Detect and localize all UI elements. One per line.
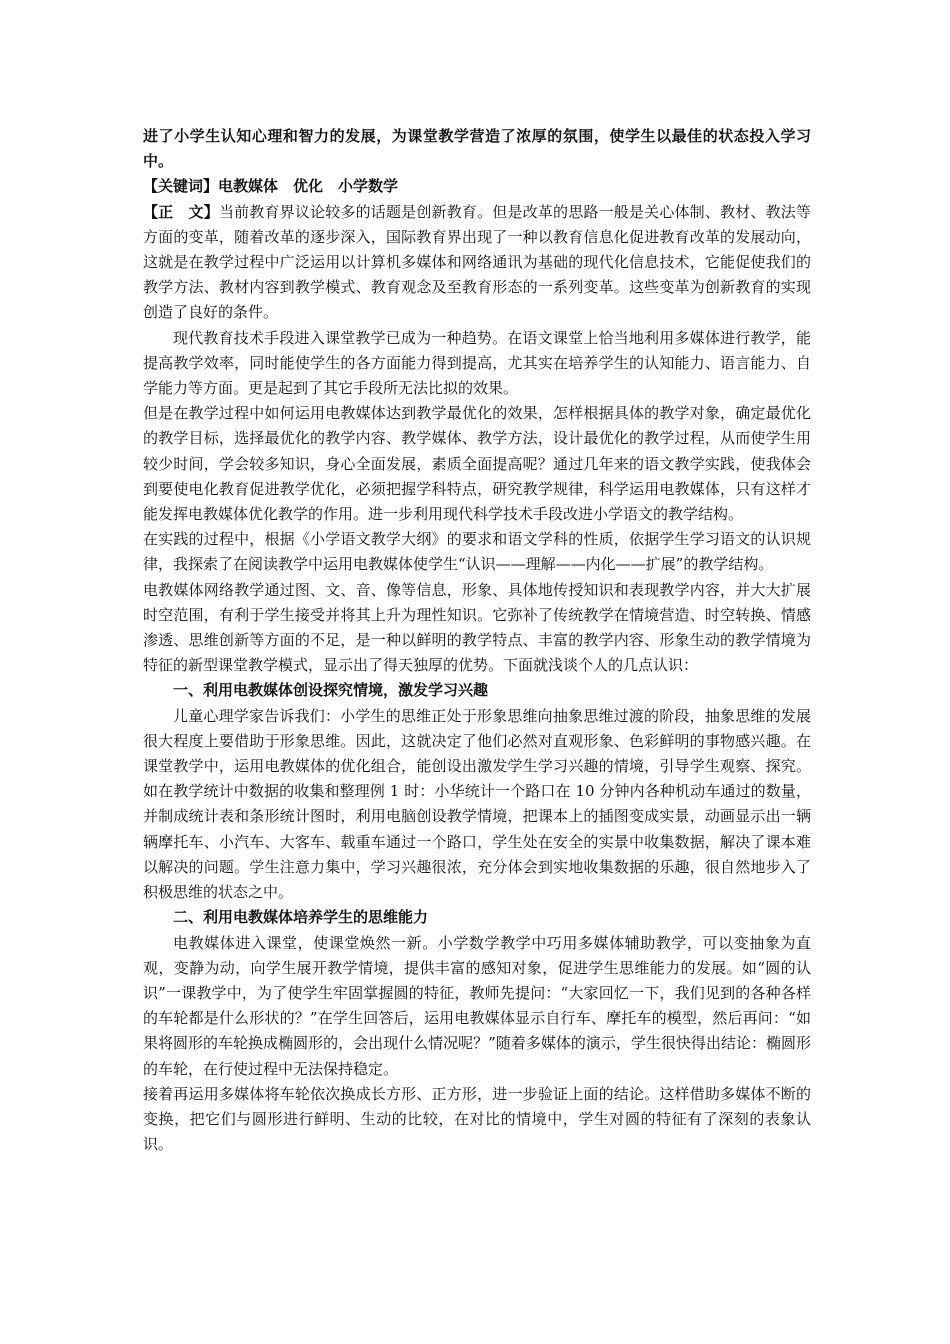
body-intro-paragraph [143,200,811,326]
paragraph-6: 电教媒体进入课堂，使课堂焕然一新。小学数学教学中巧用多媒体辅助教学，可以变抽象为直观，变静为动，向学生展开教学情境，提供丰富的感知对象，促进学生思维能力的发展。如“圆的认识”一课教学中，为了使学生牢固掌握圆的特征，教师先提问：“大家回忆一下，我们见到的各种各样的车轮都是什么形状的？”在学生回答后，运用电教媒体显示自行车、摩托车的模型，然后再问：“如果将圆形的车轮换成椭圆形的，会出现什么情况呢？”随着多媒体的演示，学生很快得出结论：椭圆形的车轮，在行使过程中无法保持稳定。 [143,933,811,1078]
paragraph-2: 但是在教学过程中如何运用电教媒体达到教学最优化的效果，怎样根据具体的教学对象，确定最优化的教学目标，选择最优化的教学内容、教学媒体、教学方法，设计最优化的教学过程，从而使学生用较少时间，学会较多知识，身心全面发展，素质全面提高呢？通过几年来的语文教学实践，使我体会到要使电化教育促进教学优化，必须把握学科特点，研究教学规律，科学运用电教媒体，只有这样才能发挥电教媒体优化教学的作用。进一步利用现代科学技术手段改进小学语文的教学结构。 [143,404,811,524]
body-intro-text: 当前教育界议论较多的话题是创新教育。但是改革的思路一般是关心体制、教材、教法等方面的变革，随着改革的逐步深入，国际教育界出现了一种以教育信息化促进教育改革的发展动向，这就是在教学过程中广泛运用以计算机多媒体和网络通讯为基础的现代化信息技术，它能促使我们的教学方法、教材内容到教学模式、教育观念及至教育形态的一系列变革。这些变革为创新教育的实现创造了良好的条件。 [143,202,811,322]
paragraph-5: 儿童心理学家告诉我们：小学生的思维正处于形象思维向抽象思维过渡的阶段，抽象思维的发展很大程度上要借助于形象思维。因此，这就决定了他们必然对直观形象、色彩鲜明的事物感兴趣。在课堂教学中，运用电教媒体的优化组合，能创设出激发学生学习兴趣的情境，引导学生观察、探究。 如在教学统计中数据的收集和整理例 1 时：小华统计一个路口在 10 分钟内各种机动车通过的数量，并制成统计表和条形统计图时，利用电脑创设教学情境，把课本上的插图变成实景，动画显示出一辆辆摩托车、小汽车、大客车、载重车通过一个路口，学生处在安全的实景中收集数据，解决了课本难以解决的问题。学生注意力集中，学习兴趣很浓，充分体会到实地收集数据的乐趣，很自然地步入了积极思维的状态之中。 [143,706,811,902]
document-page [143,124,811,1157]
keywords-values: 电教媒体 优化 小学数学 [218,177,399,196]
keywords-label: 【关键词】 [143,177,219,196]
paragraph-4: 电教媒体网络教学通过图、文、音、像等信息，形象、具体地传授知识和表现教学内容，并大大扩展时空范围，有利于学生接受并将其上升为理性知识。它弥补了传统教学在情境营造、时空转换、情感渗透、思维创新等方面的不足，是一种以鲜明的教学特点、丰富的教学内容、形象生动的教学情境为特征的新型课堂教学模式，显示出了得天独厚的优势。下面就浅谈个人的几点认识： [143,580,811,675]
paragraph-3: 在实践的过程中，根据《小学语文教学大纲》的要求和语文学科的性质，依据学生学习语文的认识规律，我探索了在阅读教学中运用电教媒体使学生“认识——理解——内化——扩展”的教学结构。 [143,530,811,574]
body-label: 【正 文】 [143,202,219,221]
keywords-line [143,174,811,199]
paragraph-1: 现代教育技术手段进入课堂教学已成为一种趋势。在语文课堂上恰当地利用多媒体进行教学，能提高教学效率，同时能使学生的各方面能力得到提高，尤其实在培养学生的认知能力、语言能力、自学能力等方面。更是起到了其它手段所无法比拟的效果。 [143,328,811,398]
section-heading-1: 一、利用电教媒体创设探究情境，激发学习兴趣 [173,681,489,700]
section-heading-2: 二、利用电教媒体培养学生的思维能力 [173,908,429,927]
paragraph-7: 接着再运用多媒体将车轮依次换成长方形、正方形，进一步验证上面的结论。这样借助多媒体不断的变换，把它们与圆形进行鲜明、生动的比较，在对比的情境中，学生对圆的特征有了深刻的表象认识。 [143,1084,811,1154]
abstract-tail: 进了小学生认知心理和智力的发展，为课堂教学营造了浓厚的氛围，使学生以最佳的状态投入学习中。 [143,127,811,171]
